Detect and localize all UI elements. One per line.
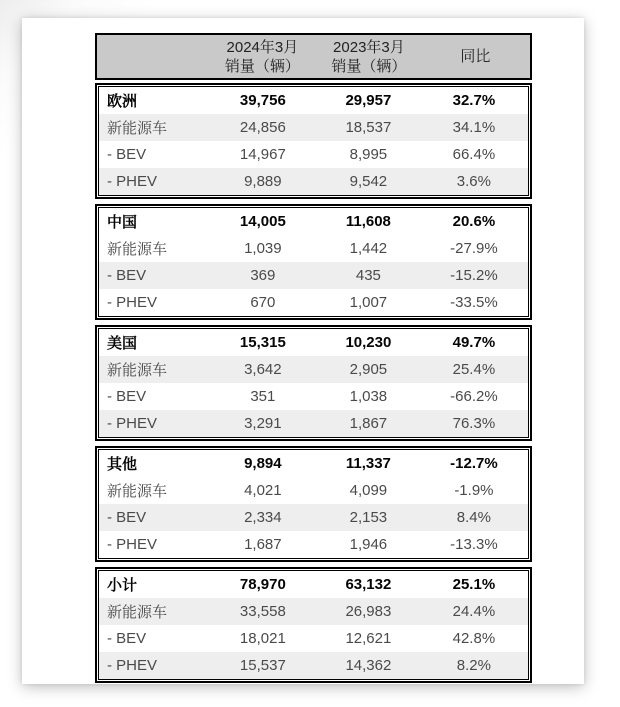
table-row [99,410,528,437]
table-row [99,141,528,168]
sales-2023: 63,132 [345,576,392,593]
sales-2023: 18,537 [345,119,392,136]
sales-2024: 24,856 [239,119,286,136]
sales-2023: 8,995 [349,146,388,163]
yoy-value: -13.3% [450,536,498,553]
sales-2024: 670 [250,294,276,311]
table-row [99,531,528,558]
row-label: 小计 [107,577,138,594]
sales-2024: 15,537 [239,657,286,674]
sales-2023: 26,983 [345,603,392,620]
header-yoy: 同比 [460,48,491,65]
table-row [99,329,528,356]
row-label: - BEV [107,146,147,163]
sales-2023: 1,867 [349,415,388,432]
sales-comparison-table [95,33,532,688]
yoy-value: -33.5% [450,294,498,311]
table-row [99,87,528,114]
header-2024-line1: 2024年3月 [226,38,299,56]
sales-2023: 9,542 [349,173,388,190]
table-row [99,235,528,262]
yoy-value: -66.2% [450,388,498,405]
header-2023-sales [317,38,421,76]
yoy-value: 3.6% [456,173,491,190]
header-2024-line2: 销量（辆） [224,57,300,75]
sales-2024: 39,756 [239,92,286,109]
sales-2024: 1,039 [244,240,282,257]
sales-2023: 11,608 [345,213,391,230]
table-header-row [95,33,532,80]
yoy-value: -15.2% [450,267,498,284]
sales-2024: 78,970 [239,576,286,593]
sales-2024: 33,558 [239,603,286,620]
sales-2024: 9,889 [244,173,282,190]
yoy-value: -12.7% [450,455,498,472]
row-label: 中国 [107,214,138,231]
table-row [99,571,528,598]
sales-2023: 11,337 [345,455,391,472]
row-label: - BEV [107,630,147,647]
sales-2023: 14,362 [345,657,392,674]
sales-2024: 14,005 [239,213,286,230]
sales-2024: 4,021 [244,482,282,499]
section-china [95,204,532,320]
sales-2024: 369 [250,267,276,284]
row-label: - BEV [107,267,147,284]
header-2023-line2: 销量（辆） [331,57,407,75]
table-row [99,450,528,477]
table-row [99,652,528,679]
yoy-value: 8.4% [456,509,491,526]
sales-2023: 435 [355,267,381,284]
page-card [22,18,584,684]
row-label: - BEV [107,509,147,526]
yoy-value: 25.4% [452,361,496,378]
yoy-value: 34.1% [452,119,496,136]
yoy-value: 42.8% [452,630,496,647]
yoy-value: 24.4% [452,603,496,620]
row-label: - PHEV [107,657,158,674]
table-row [99,114,528,141]
sales-2023: 29,957 [345,92,392,109]
table-row [99,625,528,652]
yoy-value: 8.2% [456,657,491,674]
sales-2023: 4,099 [349,482,388,499]
sales-2024: 2,334 [244,509,282,526]
sales-2024: 14,967 [239,146,286,163]
row-label: - PHEV [107,294,158,311]
section-usa [95,325,532,441]
table-row [99,356,528,383]
sales-2024: 9,894 [244,455,282,472]
yoy-value: 66.4% [452,146,496,163]
table-row [99,262,528,289]
section-other [95,446,532,562]
row-label: 其他 [107,456,138,473]
row-label: - PHEV [107,536,158,553]
header-2023-line1: 2023年3月 [333,38,405,56]
sales-2023: 1,946 [349,536,388,553]
section-europe [95,83,532,199]
row-label: 新能源车 [107,362,168,379]
sales-2023: 1,038 [349,388,388,405]
yoy-value: -27.9% [450,240,498,257]
table-row [99,598,528,625]
row-label: 欧洲 [107,93,138,110]
yoy-value: 20.6% [452,213,496,230]
row-label: 美国 [107,335,138,352]
row-label: 新能源车 [107,120,168,137]
yoy-value: 32.7% [452,92,496,109]
header-2024-sales [208,38,317,76]
row-label: 新能源车 [107,241,168,258]
table-row [99,504,528,531]
row-label: - PHEV [107,415,158,432]
yoy-value: 49.7% [452,334,496,351]
row-label: 新能源车 [107,483,168,500]
row-label: 新能源车 [107,604,168,621]
sales-2023: 1,007 [349,294,388,311]
table-row [99,289,528,316]
yoy-value: -1.9% [454,482,494,499]
sales-2024: 15,315 [239,334,286,351]
table-row [99,208,528,235]
yoy-value: 76.3% [452,415,496,432]
table-row [99,168,528,195]
sales-2023: 2,905 [349,361,388,378]
sales-2023: 1,442 [349,240,388,257]
row-label: - BEV [107,388,147,405]
table-row [99,383,528,410]
sales-2024: 3,291 [244,415,282,432]
sales-2024: 351 [250,388,276,405]
sales-2023: 2,153 [349,509,388,526]
yoy-value: 25.1% [452,576,496,593]
sales-2024: 18,021 [239,630,286,647]
sales-2024: 1,687 [244,536,282,553]
sales-2024: 3,642 [244,361,282,378]
row-label: - PHEV [107,173,158,190]
table-row [99,477,528,504]
section-subtotal [95,567,532,683]
sales-2023: 10,230 [345,334,392,351]
sales-2023: 12,621 [345,630,392,647]
